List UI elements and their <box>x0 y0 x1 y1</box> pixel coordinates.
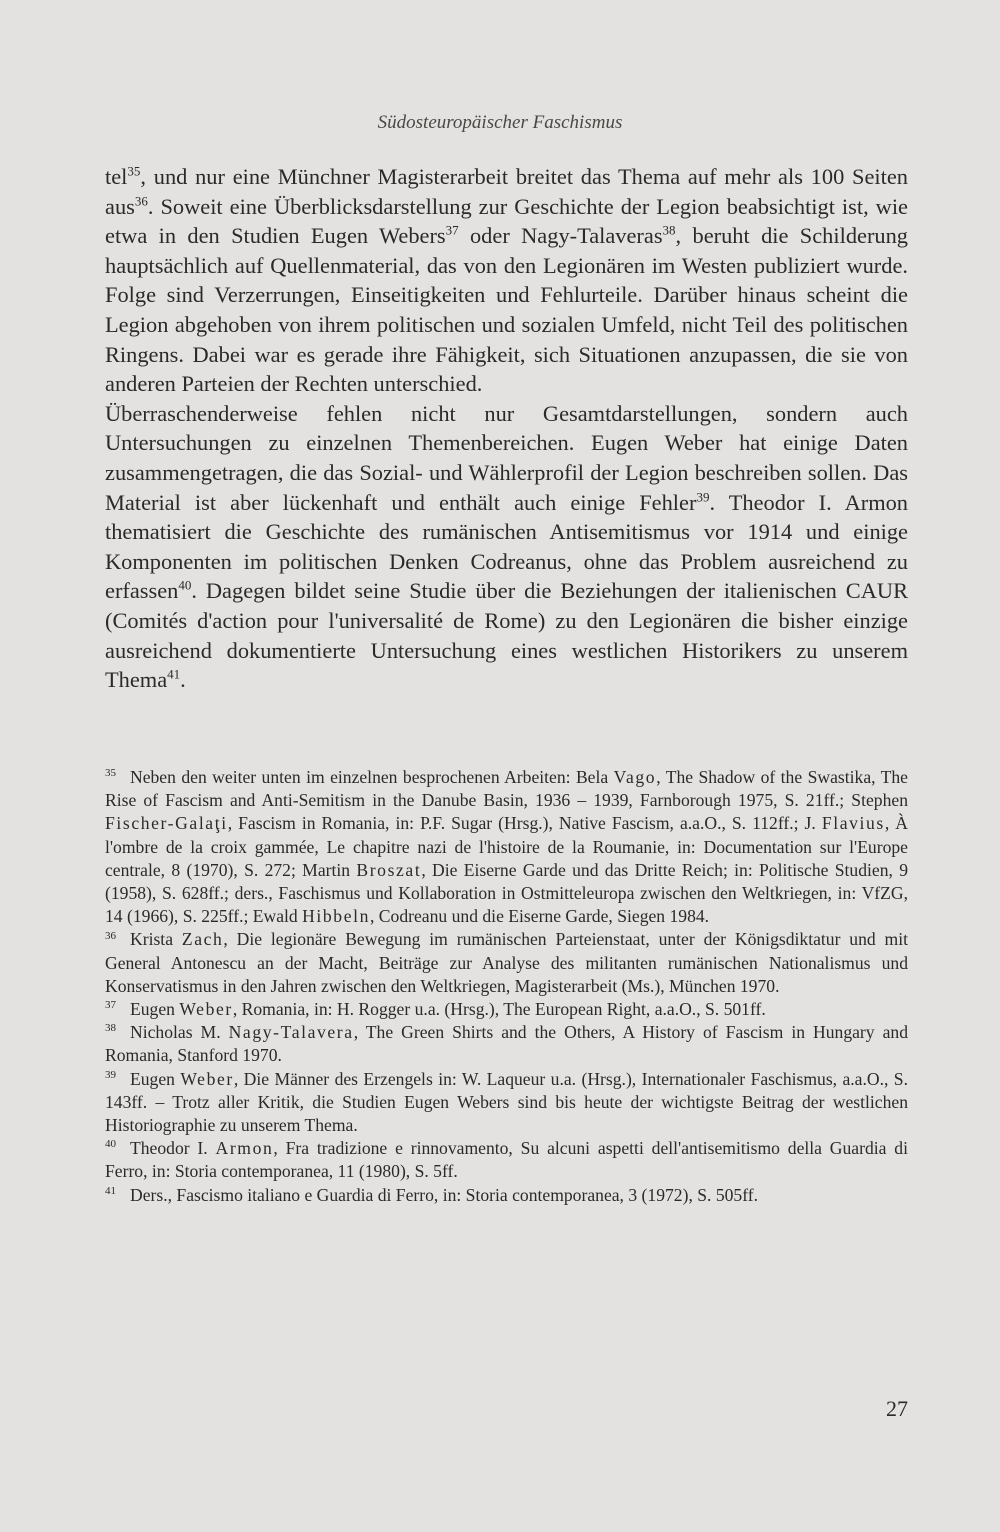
text-run: , Fra tradizione e rinnovamento, Su alcuni aspetti dell'antisemitismo della Guardia di Ferro, in: Storia contemporanea, 11 (1980), S. 5ff. <box>105 1138 908 1182</box>
author-name: Fischer-Galaţi <box>105 813 228 834</box>
footnote-ref-38: 38 <box>662 222 676 238</box>
text-run: , Romania, in: H. Rogger u.a. (Hrsg.), The European Right, a.a.O., S. 501ff. <box>232 999 766 1020</box>
running-head: Südosteuropäischer Faschismus <box>377 112 623 133</box>
footnote-ref-35: 35 <box>127 163 141 179</box>
author-name: Zach <box>181 929 224 950</box>
author-name: Flavius <box>821 813 885 834</box>
footnote-37 <box>105 998 908 1021</box>
footnotes <box>105 766 908 1207</box>
text-run: , Die Männer des Erzengels in: W. Laqueur u.a. (Hrsg.), Internationaler Faschismus, a.a.O., S. 143ff. – Trotz aller Kritik, die Studien Eugen Webers sind bis heute der wichtigste Beitrag der westlichen Historiographie zu unserem Thema. <box>105 1068 908 1136</box>
footnote-number: 36 <box>105 929 116 942</box>
text-run: tel <box>105 164 128 189</box>
page-number: 27 <box>886 1396 908 1421</box>
text-run: Eugen <box>130 1068 181 1089</box>
text-run: , Fascism in Romania, in: P.F. Sugar (Hrsg.), Native Fascism, a.a.O., S. 112ff.; J. <box>227 813 822 834</box>
footnote-number: 40 <box>105 1138 116 1151</box>
footnote-ref-40: 40 <box>178 577 192 593</box>
footnote-number: 35 <box>105 767 116 780</box>
text-run: Theodor I. <box>130 1138 216 1159</box>
footnote-ref-36: 36 <box>134 193 148 209</box>
text-run: Ders., Fascismo italiano e Guardia di Ferro, in: Storia contemporanea, 3 (1972), S. 505ff. <box>130 1184 759 1205</box>
author-name: Weber <box>180 1068 234 1089</box>
text-run: , beruht die Schilderung hauptsächlich auf Quellenmaterial, das von den Legionären im Westen publiziert wurde. Folge sind Verzerrungen, Einseitigkeiten und Fehlurteile. Darüber hinaus scheint die Legion abgehoben von ihrem politischen und sozialen Umfeld, nicht Teil des politischen Ringens. Dabei war es gerade ihre Fähigkeit, sich Situationen anzupassen, die sie von anderen Parteien der Rechten unterschied. <box>105 223 908 397</box>
footnote-ref-41: 41 <box>167 666 181 682</box>
text-run: . Dagegen bildet seine Studie über die Beziehungen der italienischen CAUR (Comités d'action pour l'universalité de Rome) zu den Legionären die bisher einzige ausreichend dokumentierte Untersuchung eines westlichen Historikers zu unserem Thema <box>105 578 908 693</box>
footnote-36 <box>105 928 908 998</box>
text-run: , Die legionäre Bewegung im rumänischen Parteienstaat, unter der Königsdiktatur und mit General Antonescu an der Macht, Beiträge zur Analyse des militanten rumänischen Nationalismus und Konservatismus in den Jahren zwischen den Weltkriegen, Magisterarbeit (Ms.), München 1970. <box>105 929 908 996</box>
text-run: Überraschenderweise fehlen nicht nur Gesamtdarstellungen, sondern auch Untersuchungen zu einzelnen Themenbereichen. Eugen Weber hat einige Daten zusammengetragen, die das Sozial- und Wählerprofil der Legion beschreiben sollen. Das Material ist aber lückenhaft und enthält auch einige Fehler <box>105 400 908 515</box>
paragraph-2 <box>105 399 908 695</box>
footnote-39 <box>105 1068 908 1138</box>
paragraph-1 <box>105 162 908 399</box>
text-run: , The Shadow of the Swastika, The Rise of Fascism and Anti-Semitism in the Danube Basin, 1936 – 1939, Farnborough 1975, S. 21ff.; Stephen <box>105 767 908 811</box>
footnote-ref-37: 37 <box>445 222 459 238</box>
author-name: Hibbeln <box>302 906 370 927</box>
text-run: , und nur eine Münchner Magisterarbeit breitet das Thema auf mehr als 100 Seiten aus <box>105 164 908 219</box>
footnote-number: 37 <box>105 999 116 1012</box>
text-run: , À l'ombre de la croix gammée, Le chapitre nazi de l'histoire de la Roumanie, in: Documentation sur l'Europe centrale, 8 (1970), S. 272; Martin <box>105 813 908 880</box>
text-run: Neben den weiter unten im einzelnen besprochenen Arbeiten: Bela <box>130 767 614 787</box>
author-name: Nagy-Talavera <box>228 1022 354 1043</box>
footnote-ref-39: 39 <box>696 489 710 505</box>
footnote-number: 39 <box>105 1068 116 1081</box>
author-name: Armon <box>215 1138 274 1159</box>
footnote-number: 38 <box>105 1022 116 1035</box>
footnote-number: 41 <box>105 1184 116 1197</box>
text-run: , The Green Shirts and the Others, A History of Fascism in Hungary and Romania, Stanford 1970. <box>105 1022 908 1066</box>
text-run: , Codreanu und die Eiserne Garde, Siegen 1984. <box>370 906 710 927</box>
footnote-35 <box>105 766 908 928</box>
body-text <box>105 162 908 695</box>
text-run: . <box>180 667 186 693</box>
text-run: . Theodor I. Armon thematisiert die Geschichte des rumänischen Antisemitismus vor 1914 und einige Komponenten im politischen Denken Codreanus, ohne das Problem ausreichend zu erfassen <box>105 489 909 604</box>
text-run: , Die Eiserne Garde und das Dritte Reich; in: Politische Studien, 9 (1958), S. 628ff.; ders., Faschismus und Kollaboration in Ostmitteleuropa zwischen den Weltkriegen, in: VfZG, 14 (1966), S. 225ff.; Ewald <box>105 859 908 927</box>
author-name: Vago <box>613 767 657 787</box>
text-run: Krista <box>130 929 182 950</box>
footnote-38 <box>105 1021 908 1067</box>
footnote-40 <box>105 1137 908 1183</box>
text-run: . Soweit eine Überblicksdarstellung zur Geschichte der Legion beabsichtigt ist, wie etwa in den Studien Eugen Webers <box>105 193 908 249</box>
author-name: Weber <box>179 999 233 1020</box>
text-run: Nicholas M. <box>130 1022 229 1043</box>
text-run: oder Nagy-Talaveras <box>458 223 663 249</box>
author-name: Broszat <box>356 859 422 880</box>
footnote-41 <box>105 1184 908 1207</box>
text-run: Eugen <box>130 999 180 1020</box>
